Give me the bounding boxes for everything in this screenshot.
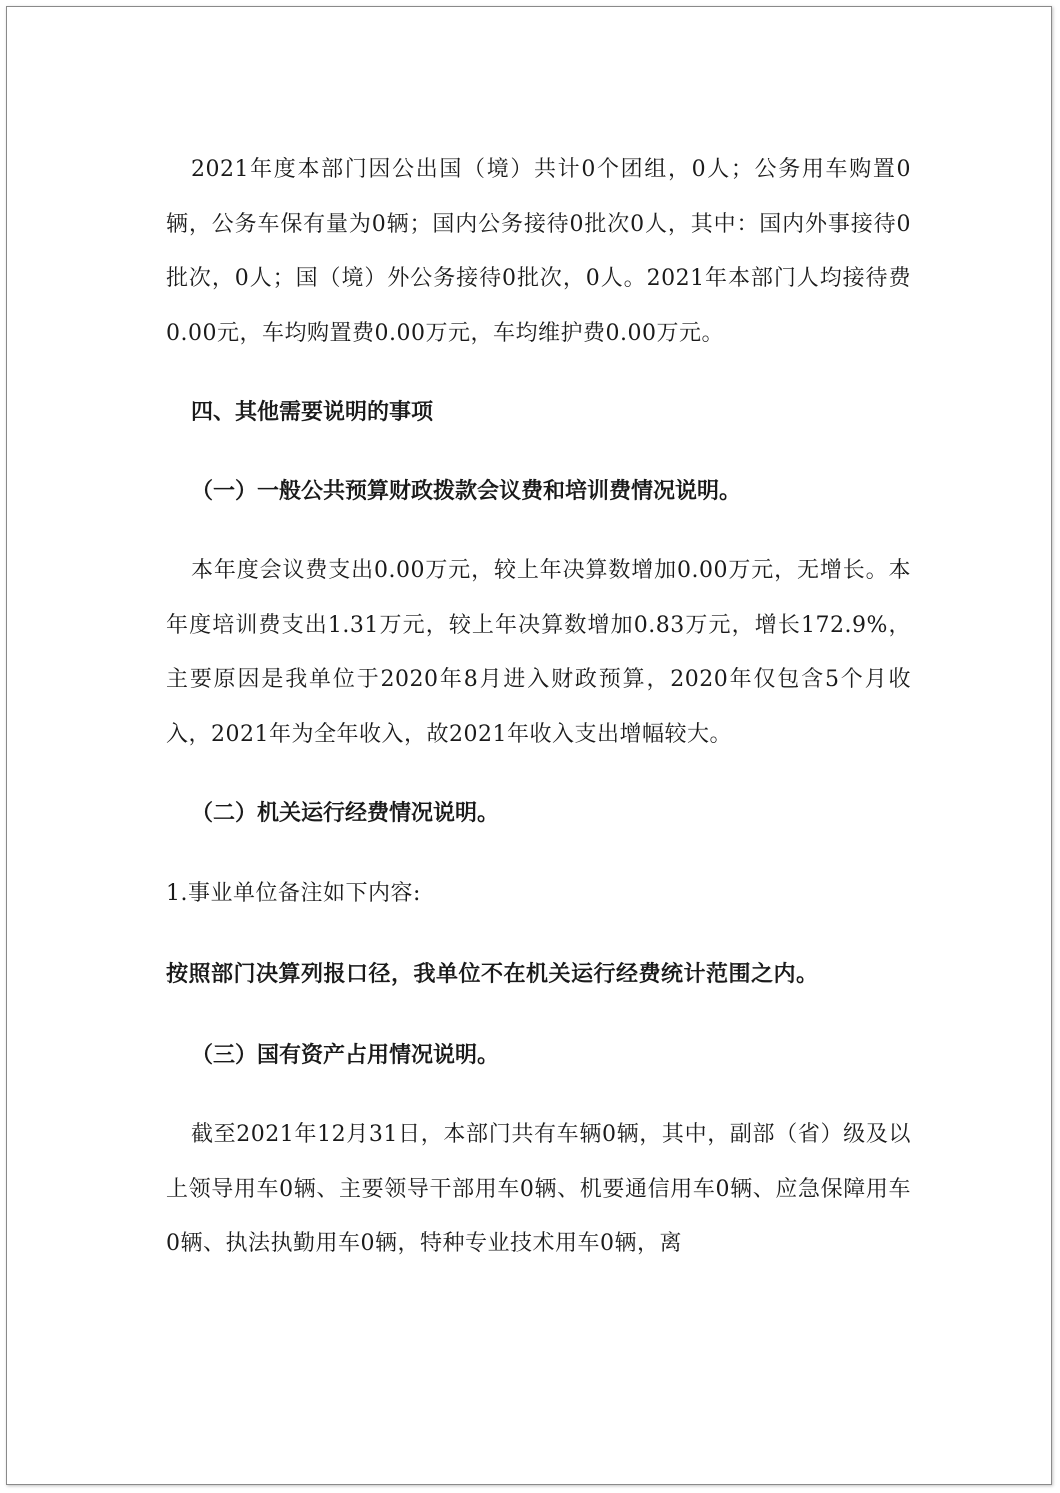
paragraph-reporting-scope: 按照部门决算列报口径，我单位不在机关运行经费统计范围之内。 (166, 961, 819, 987)
document-page (6, 6, 1052, 1485)
subheading-meeting-training-fees: （一）一般公共预算财政拨款会议费和培训费情况说明。 (191, 477, 742, 504)
section-heading-other-matters: 四、其他需要说明的事项 (191, 399, 434, 425)
paragraph-institution-note: 1.事业单位备注如下内容: (166, 880, 421, 906)
subheading-state-assets: （三）国有资产占用情况说明。 (191, 1041, 500, 1068)
subheading-operating-expenses: （二）机关运行经费情况说明。 (191, 800, 500, 826)
paragraph-vehicle-assets: 截至2021年12月31日，本部门共有车辆0辆，其中，副部（省）级及以上领导用车0辆、主要领导干部用车0辆、机要通信用车0辆、应急保障用车0辆、执法执勤用车0辆，特种专业技术用车0辆，离 (166, 1122, 911, 1256)
paragraph-meeting-training-fees: 本年度会议费支出0.00万元，较上年决算数增加0.00万元，无增长。本年度培训费支出1.31万元，较上年决算数增加0.83万元，增长172.9%，主要原因是我单位于2020年8月进入财政预算，2020年仅包含5个月收入，2021年为全年收入，故2021年收入支出增幅较大。 (166, 558, 911, 747)
document-body (166, 143, 911, 1272)
paragraph-official-travel: 2021年度本部门因公出国（境）共计0个团组，0人；公务用车购置0辆，公务车保有量为0辆；国内公务接待0批次0人，其中：国内外事接待0批次，0人；国（境）外公务接待0批次，0人。2021年本部门人均接待费0.00元，车均购置费0.00万元，车均维护费0.00万元。 (166, 157, 911, 346)
